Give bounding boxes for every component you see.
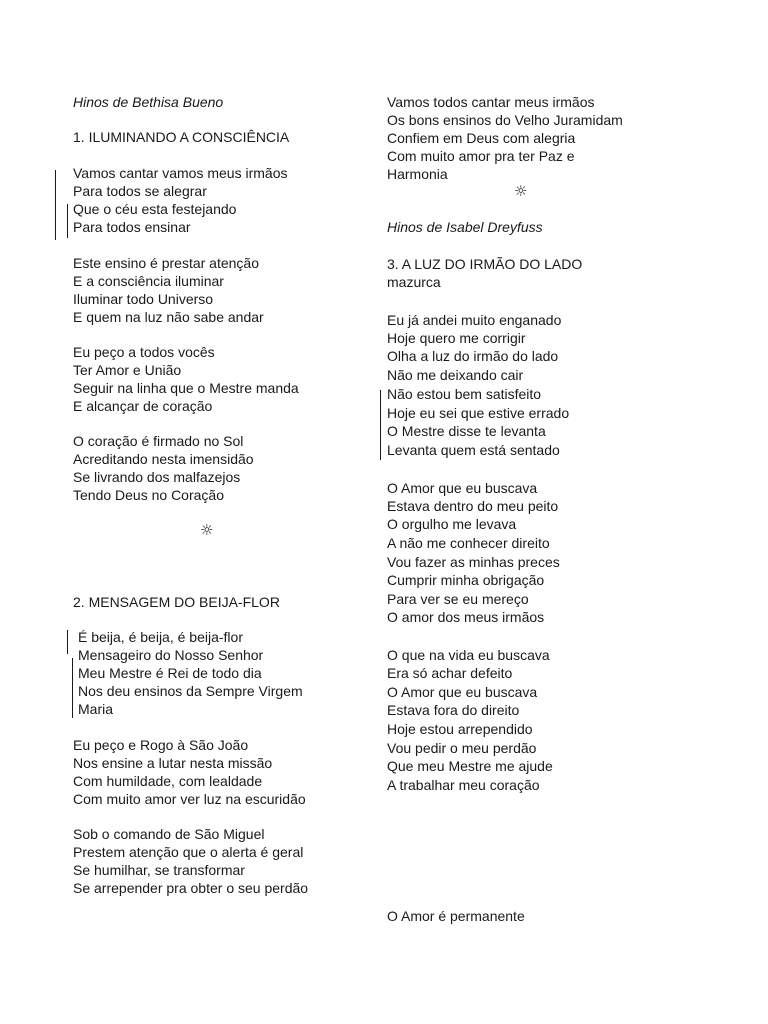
verse-line: É beija, é beija, é beija-flor bbox=[78, 629, 243, 645]
repeat-bar bbox=[380, 390, 381, 460]
verse-line: Que o céu esta festejando bbox=[73, 201, 237, 217]
verse-line: Vamos todos cantar meus irmãos bbox=[387, 94, 595, 110]
verse-line: Hoje estou arrependido bbox=[387, 721, 533, 737]
verse-line: Eu peço a todos vocês bbox=[73, 344, 215, 360]
verse-line: A não me conhecer direito bbox=[387, 535, 550, 551]
verse-line: Vamos cantar vamos meus irmãos bbox=[73, 165, 288, 181]
sun-icon: ☼ bbox=[200, 521, 214, 539]
verse-line: Se arrepender pra obter o seu perdão bbox=[73, 880, 309, 896]
verse-line: Nos deu ensinos da Sempre Virgem bbox=[78, 683, 303, 699]
hymn-title: 3. A LUZ DO IRMÃO DO LADO bbox=[387, 256, 583, 272]
verse-line: O que na vida eu buscava bbox=[387, 647, 550, 663]
verse-line: Este ensino é prestar atenção bbox=[73, 255, 260, 271]
verse-line: Para todos se alegrar bbox=[73, 183, 207, 199]
verse-line: Eu já andei muito enganado bbox=[387, 312, 562, 328]
repeat-bar bbox=[67, 630, 68, 654]
verse-line: Levanta quem está sentado bbox=[387, 442, 560, 458]
verse-line: Cumprir minha obrigação bbox=[387, 572, 545, 588]
verse-line: O coração é firmado no Sol bbox=[73, 433, 244, 449]
verse-line: E a consciência iluminar bbox=[73, 273, 224, 289]
verse-line: Com humildade, com lealdade bbox=[73, 773, 263, 789]
verse-line: Hoje quero me corrigir bbox=[387, 330, 526, 346]
verse-line: Não estou bem satisfeito bbox=[387, 386, 542, 402]
verse-line: E alcançar de coração bbox=[73, 398, 213, 414]
verse-line: O Amor que eu buscava bbox=[387, 684, 538, 700]
verse-line: Para todos ensinar bbox=[73, 219, 191, 235]
verse-line: Harmonia bbox=[387, 166, 448, 182]
verse-line: Se livrando dos malfazejos bbox=[73, 469, 241, 485]
author-heading: Hinos de Isabel Dreyfuss bbox=[387, 219, 543, 235]
verse-line: Com muito amor ver luz na escuridão bbox=[73, 791, 306, 807]
verse-line: Tendo Deus no Coração bbox=[73, 487, 224, 503]
verse-line: Vou fazer as minhas preces bbox=[387, 554, 560, 570]
hymn-title: 2. MENSAGEM DO BEIJA-FLOR bbox=[73, 594, 280, 610]
verse-line: O orgulho me levava bbox=[387, 516, 517, 532]
verse-line: Olha a luz do irmão do lado bbox=[387, 348, 559, 364]
hymn-subtitle: mazurca bbox=[387, 274, 441, 290]
verse-line: Com muito amor pra ter Paz e bbox=[387, 148, 575, 164]
verse-line: Maria bbox=[78, 701, 114, 717]
verse-line: Hoje eu sei que estive errado bbox=[387, 405, 570, 421]
verse-line: Prestem atenção que o alerta é geral bbox=[73, 844, 304, 860]
hymn-title: 1. ILUMINANDO A CONSCIÊNCIA bbox=[73, 129, 290, 145]
sun-icon: ☼ bbox=[514, 182, 528, 200]
repeat-bar bbox=[55, 170, 56, 240]
verse-line: E quem na luz não sabe andar bbox=[73, 309, 264, 325]
verse-line: Estava fora do direito bbox=[387, 702, 520, 718]
verse-line: Confiem em Deus com alegria bbox=[387, 130, 576, 146]
verse-line: Para ver se eu mereço bbox=[387, 591, 529, 607]
verse-line: Se humilhar, se transformar bbox=[73, 862, 245, 878]
verse-line: Eu peço e Rogo à São João bbox=[73, 737, 249, 753]
verse-line: Mensageiro do Nosso Senhor bbox=[78, 647, 264, 663]
verse-line: Ter Amor e União bbox=[73, 362, 182, 378]
verse-line: Sob o comando de São Miguel bbox=[73, 826, 265, 842]
verse-line: Estava dentro do meu peito bbox=[387, 498, 559, 514]
verse-line: Nos ensine a lutar nesta missão bbox=[73, 755, 273, 771]
verse-line: A trabalhar meu coração bbox=[387, 777, 540, 793]
verse-line: Meu Mestre é Rei de todo dia bbox=[78, 665, 262, 681]
verse-line: Era só achar defeito bbox=[387, 665, 513, 681]
verse-line: Que meu Mestre me ajude bbox=[387, 758, 553, 774]
verse-line: O Amor que eu buscava bbox=[387, 480, 538, 496]
verse-line: Iluminar todo Universo bbox=[73, 291, 214, 307]
verse-line: Os bons ensinos do Velho Juramidam bbox=[387, 112, 623, 128]
verse-line: O amor dos meus irmãos bbox=[387, 609, 545, 625]
verse-line: O Amor é permanente bbox=[387, 908, 525, 924]
verse-line: Vou pedir o meu perdão bbox=[387, 740, 537, 756]
verse-line: O Mestre disse te levanta bbox=[387, 423, 546, 439]
verse-line: Seguir na linha que o Mestre manda bbox=[73, 380, 299, 396]
verse-line: Acreditando nesta imensidão bbox=[73, 451, 254, 467]
repeat-bar bbox=[67, 204, 68, 238]
verse-line: Não me deixando cair bbox=[387, 367, 524, 383]
repeat-bar bbox=[72, 658, 73, 718]
author-heading: Hinos de Bethisa Bueno bbox=[73, 94, 224, 110]
